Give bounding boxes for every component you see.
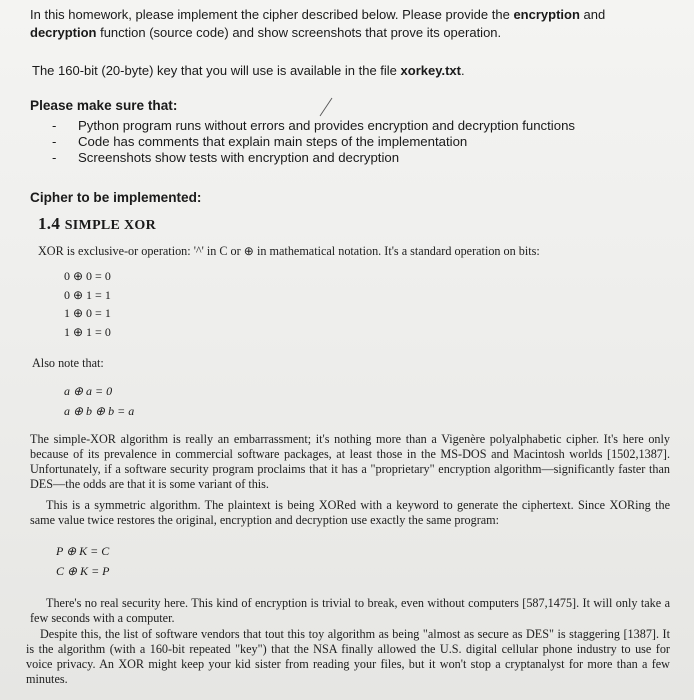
section-title <box>38 214 156 234</box>
requirements-list <box>78 118 575 166</box>
section-number: 1.4 <box>38 214 61 233</box>
truth-row: 1 ⊕ 1 = 0 <box>64 324 111 339</box>
key-paragraph <box>32 62 465 80</box>
key-filename: xorkey.txt <box>400 63 461 78</box>
formulas <box>56 541 110 581</box>
intro-text-rest: function (source code) and show screenshots that prove its operation. <box>96 25 502 40</box>
formula-row: P ⊕ K = C <box>56 544 110 558</box>
paragraph-embarrassment: The simple-XOR algorithm is really an embarrassment; it's nothing more than a Vigenère polyalphabetic cipher. It's here only because of its prevalence in commercial software packages, at least those in the MS-DOS and Macintosh worlds [1502,1387]. Unfortunately, if a software security program proclaims that it has a "proprietary" encryption algorithm—significantly faster than DES—the odds are that it is some variant of this. <box>30 432 670 491</box>
intro-bold-encryption: encryption <box>513 7 580 22</box>
requirement-item: - Python program runs without errors and provides encryption and decryption functions <box>78 118 575 134</box>
paragraph-despite: Despite this, the list of software vendors that tout this toy algorithm as being "almost as secure as DES" is staggering [1387]. It is the algorithm (with a 160-bit repeated "key") that the NSA finally allowed the U.S. digital cellular phone industry to use for voice privacy. An XOR might keep your kid sister from reading your files, but it won't stop a cryptanalyst for more than a few minutes. <box>26 627 670 686</box>
truth-table <box>64 267 111 341</box>
cipher-heading: Cipher to be implemented: <box>30 190 202 205</box>
pen-mark-icon <box>318 96 334 118</box>
intro-line-2 <box>30 24 605 42</box>
intro-text: In this homework, please implement the cipher described below. Please provide the <box>30 7 514 22</box>
intro-line-1 <box>30 6 605 24</box>
identity-row: a ⊕ a = 0 <box>64 384 113 398</box>
identity-row: a ⊕ b ⊕ b = a <box>64 404 135 418</box>
intro-paragraph <box>30 6 605 42</box>
key-text: The 160-bit (20-byte) key that you will use is available in the file <box>32 63 401 78</box>
intro-bold-decryption: decryption <box>30 25 97 40</box>
section-name: SIMPLE XOR <box>64 218 157 233</box>
truth-row: 0 ⊕ 1 = 1 <box>64 287 111 302</box>
requirement-item: - Screenshots show tests with encryption and decryption <box>78 150 575 166</box>
key-period: . <box>461 63 465 78</box>
truth-row: 1 ⊕ 0 = 1 <box>64 306 111 320</box>
intro-text-and: and <box>579 7 606 22</box>
also-note: Also note that: <box>32 356 104 370</box>
paragraph-symmetric: This is a symmetric algorithm. The plaintext is being XORed with a keyword to generate the ciphertext. Since XORing the same value twice restores the original, encryption and decryption use exactly the same program: <box>30 498 670 527</box>
paragraph-no-security: There's no real security here. This kind of encryption is trivial to break, even without computers [587,1475]. It will only take a few seconds with a computer. <box>30 596 670 625</box>
xor-intro <box>38 244 658 259</box>
formula-row: C ⊕ K = P <box>56 564 110 578</box>
make-sure-heading: Please make sure that: <box>30 98 178 113</box>
identities <box>64 381 134 421</box>
truth-row: 0 ⊕ 0 = 0 <box>64 269 111 283</box>
xor-intro-text: XOR is exclusive-or operation: '^' in C or ⊕ in mathematical notation. It's a standard operation on bits: <box>38 244 540 258</box>
requirement-item: - Code has comments that explain main steps of the implementation <box>78 134 575 150</box>
